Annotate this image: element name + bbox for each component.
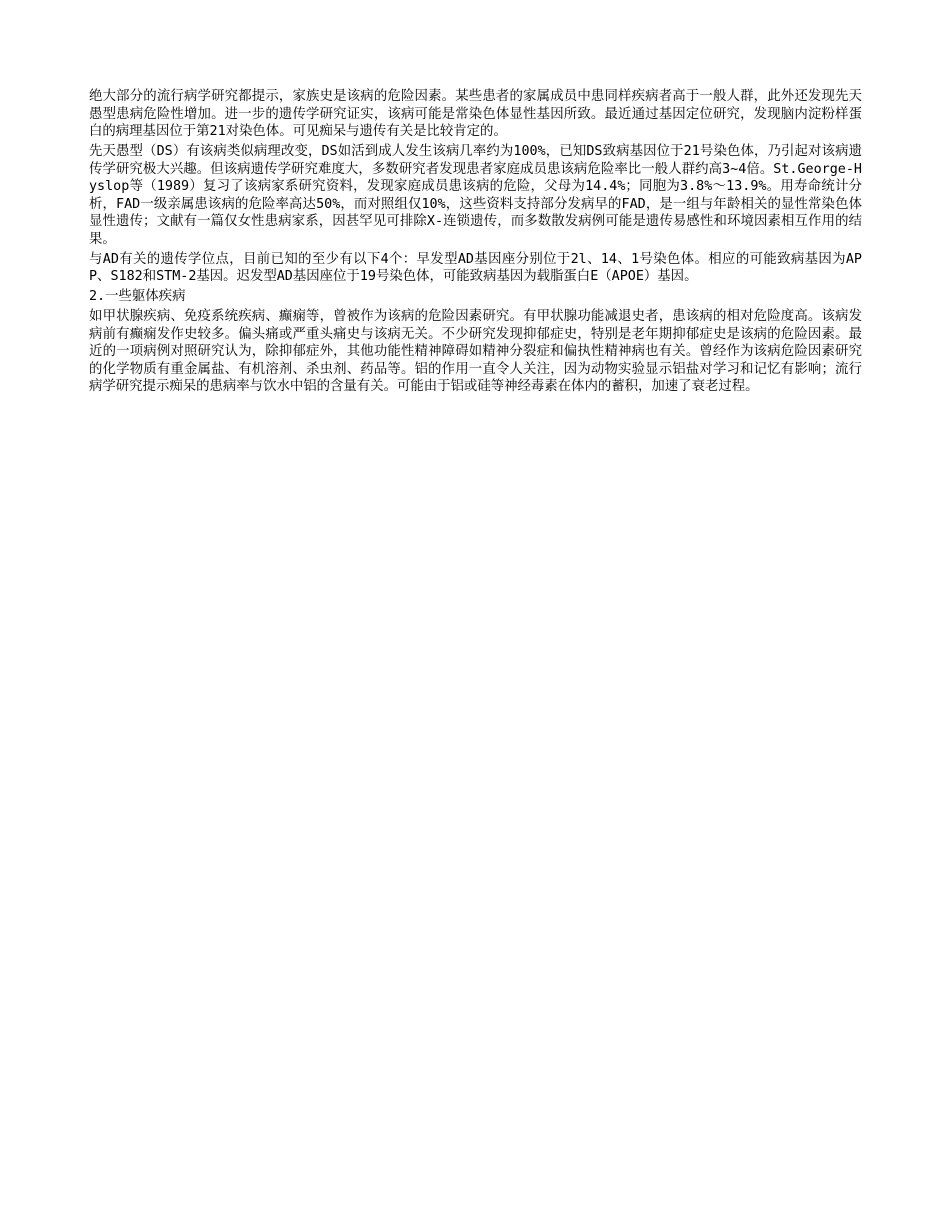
- paragraph-down-syndrome: 先天愚型（DS）有该病类似病理改变，DS如活到成人发生该病几率约为100%，已知DS致病基因位于21号染色体，乃引起对该病遗传学研究极大兴趣。但该病遗传学研究难度大，多数研究者发现患者家庭成员患该病危险率比一般人群约高3~4倍。St.George-Hyslop等（1989）复习了该病家系研究资料，发现家庭成员患该病的危险，父母为14.4%；同胞为3.8%～13.9%。用寿命统计分析，FAD一级亲属患该病的危险率高达50%，而对照组仅10%，这些资料支持部分发病早的FAD，是一组与年龄相关的显性常染色体显性遗传；文献有一篇仅女性患病家系，因甚罕见可排除X-连锁遗传，而多数散发病例可能是遗传易感性和环境因素相互作用的结果。: [89, 144, 862, 247]
- paragraph-genetic-loci: 与AD有关的遗传学位点，目前已知的至少有以下4个：早发型AD基因座分别位于2l、14、1号染色体。相应的可能致病基因为APP、S182和STM-2基因。迟发型AD基因座位于19号染色体，可能致病基因为载脂蛋白E（APOE）基因。: [89, 251, 862, 284]
- paragraph-family-history: 绝大部分的流行病学研究都提示，家族史是该病的危险因素。某些患者的家属成员中患同样疾病者高于一般人群，此外还发现先天愚型患病危险性增加。进一步的遗传学研究证实，该病可能是常染色体显性基因所致。最近通过基因定位研究，发现脑内淀粉样蛋白的病理基因位于第21对染色体。可见痴呆与遗传有关是比较肯定的。: [89, 89, 862, 139]
- section-heading: 2.一些躯体疾病: [89, 289, 186, 304]
- paragraph-somatic-diseases: 如甲状腺疾病、免疫系统疾病、癫痫等，曾被作为该病的危险因素研究。有甲状腺功能减退史者，患该病的相对危险度高。该病发病前有癫痫发作史较多。偏头痛或严重头痛史与该病无关。不少研究发现抑郁症史，特别是老年期抑郁症史是该病的危险因素。最近的一项病例对照研究认为，除抑郁症外，其他功能性精神障碍如精神分裂症和偏执性精神病也有关。曾经作为该病危险因素研究的化学物质有重金属盐、有机溶剂、杀虫剂、药品等。铝的作用一直令人关注，因为动物实验显示铝盐对学习和记忆有影响；流行病学研究提示痴呆的患病率与饮水中铝的含量有关。可能由于铝或硅等神经毒素在体内的蓄积，加速了衰老过程。: [89, 309, 862, 394]
